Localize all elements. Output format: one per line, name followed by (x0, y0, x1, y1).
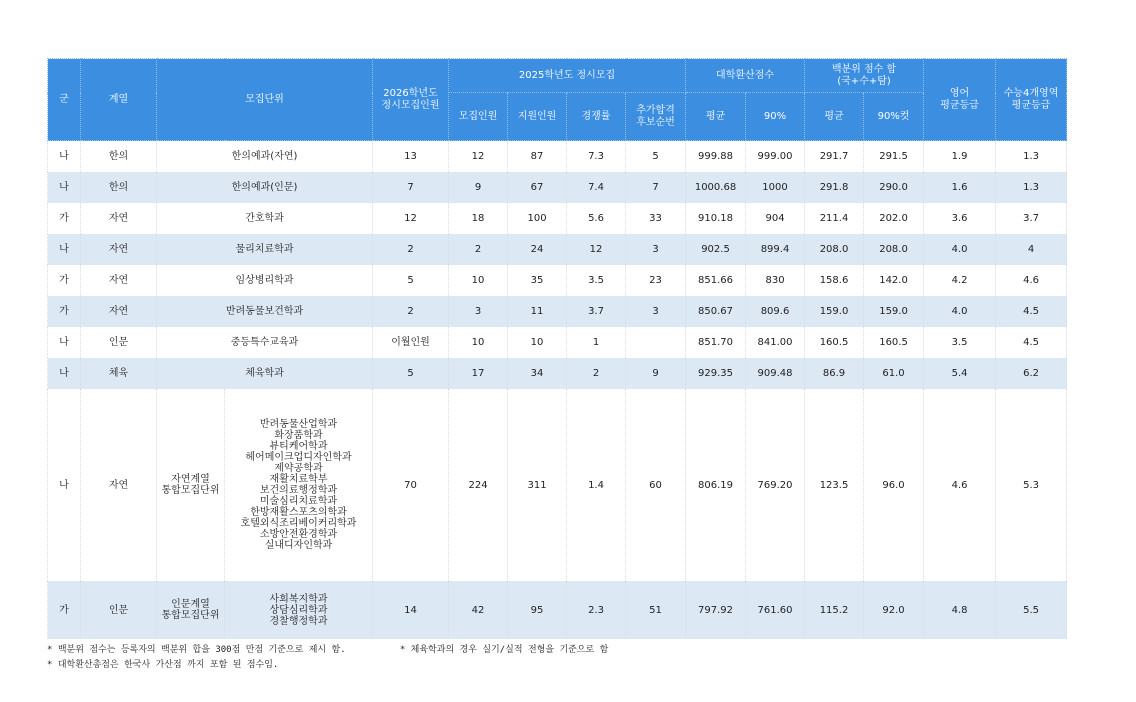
cell-applicants: 35 (508, 265, 567, 296)
cell-score-90: 761.60 (746, 581, 805, 639)
cell-unit: 임상병리학과 (157, 265, 373, 296)
table-row (48, 358, 1067, 389)
cell-pct-avg: 160.5 (805, 327, 864, 358)
cell-gyeyeol: 자연 (81, 389, 157, 581)
cell-pct-90cut: 208.0 (864, 234, 924, 265)
unit-item: 재활치료학부 (269, 474, 328, 485)
cell-gyeyeol: 인문 (81, 581, 157, 639)
unit-item: 소방안전환경학과 (259, 529, 338, 540)
cell-pct-avg: 211.4 (805, 203, 864, 234)
cell-score-avg: 851.70 (686, 327, 746, 358)
cell-score-avg: 929.35 (686, 358, 746, 389)
cell-pct-90cut: 159.0 (864, 296, 924, 327)
table-row (48, 203, 1067, 234)
cell-english: 4.8 (924, 581, 996, 639)
cell-recruit: 3 (449, 296, 508, 327)
cell-unit-list (225, 389, 373, 581)
unit-item: 경찰행정학과 (269, 615, 328, 627)
cell-gun: 나 (48, 327, 81, 358)
cell-2026: 2 (373, 234, 449, 265)
header-ratio: 경쟁률 (567, 93, 626, 141)
cell-suneung: 3.7 (996, 203, 1067, 234)
cell-ratio: 7.4 (567, 172, 626, 203)
table-row-group-humanities (48, 581, 1067, 639)
cell-gyeyeol: 체육 (81, 358, 157, 389)
cell-english: 3.6 (924, 203, 996, 234)
cell-gyeyeol: 자연 (81, 234, 157, 265)
cell-extra: 51 (626, 581, 686, 639)
cell-english: 5.4 (924, 358, 996, 389)
cell-unit: 체육학과 (157, 358, 373, 389)
unit-item: 제약공학과 (274, 463, 323, 474)
cell-english: 1.9 (924, 141, 996, 173)
table-row (48, 141, 1067, 173)
cell-applicants: 95 (508, 581, 567, 639)
cell-recruit: 12 (449, 141, 508, 173)
cell-pct-90cut: 142.0 (864, 265, 924, 296)
cell-pct-90cut: 96.0 (864, 389, 924, 581)
cell-english: 4.0 (924, 234, 996, 265)
header-applicants: 지원인원 (508, 93, 567, 141)
cell-suneung: 4 (996, 234, 1067, 265)
table-row (48, 172, 1067, 203)
cell-gun: 나 (48, 234, 81, 265)
cell-extra: 60 (626, 389, 686, 581)
unit-item: 화장품학과 (274, 430, 323, 441)
cell-pct-90cut: 92.0 (864, 581, 924, 639)
cell-unit: 한의예과(자연) (157, 141, 373, 173)
cell-ratio: 2.3 (567, 581, 626, 639)
cell-ratio: 3.5 (567, 265, 626, 296)
cell-applicants: 87 (508, 141, 567, 173)
header-2025: 2025학년도 정시모집 (449, 59, 686, 93)
unit-item: 미술심리치료학과 (259, 496, 338, 507)
unit-item: 실내디자인학과 (264, 540, 333, 551)
cell-recruit: 17 (449, 358, 508, 389)
cell-2026: 13 (373, 141, 449, 173)
cell-unit-list (225, 581, 373, 639)
cell-gun: 가 (48, 203, 81, 234)
cell-extra: 3 (626, 296, 686, 327)
unit-item: 뷰티케어학과 (269, 441, 328, 452)
cell-pct-avg: 208.0 (805, 234, 864, 265)
cell-score-avg: 797.92 (686, 581, 746, 639)
cell-gun: 나 (48, 358, 81, 389)
footnote-row (47, 658, 608, 673)
table-row (48, 234, 1067, 265)
cell-group-label: 인문계열 통합모집단위 (157, 581, 225, 639)
unit-item: 보건의료행정학과 (259, 485, 338, 496)
footnotes (47, 643, 608, 673)
cell-gun: 나 (48, 389, 81, 581)
cell-applicants: 100 (508, 203, 567, 234)
cell-ratio: 7.3 (567, 141, 626, 173)
cell-2026: 14 (373, 581, 449, 639)
cell-score-avg: 851.66 (686, 265, 746, 296)
cell-score-avg: 902.5 (686, 234, 746, 265)
cell-extra: 23 (626, 265, 686, 296)
cell-pct-avg: 86.9 (805, 358, 864, 389)
cell-recruit: 42 (449, 581, 508, 639)
cell-english: 1.6 (924, 172, 996, 203)
cell-pct-avg: 159.0 (805, 296, 864, 327)
header-suneung: 수능4개영역 평균등급 (996, 59, 1067, 141)
unit-item: 헤어메이크업디자인학과 (245, 452, 352, 463)
cell-score-90: 841.00 (746, 327, 805, 358)
cell-unit: 중등특수교육과 (157, 327, 373, 358)
header-recruit: 모집인원 (449, 93, 508, 141)
unit-item: 상담심리학과 (269, 604, 328, 616)
cell-suneung: 1.3 (996, 172, 1067, 203)
cell-pct-90cut: 160.5 (864, 327, 924, 358)
cell-extra: 33 (626, 203, 686, 234)
cell-group-label: 자연계열 통합모집단위 (157, 389, 225, 581)
cell-pct-90cut: 61.0 (864, 358, 924, 389)
cell-gyeyeol: 자연 (81, 203, 157, 234)
table-row (48, 265, 1067, 296)
header-unit: 모집단위 (157, 59, 373, 141)
unit-item: 호텔외식조리베이커리학과 (240, 518, 357, 529)
cell-english: 4.0 (924, 296, 996, 327)
cell-score-avg: 999.88 (686, 141, 746, 173)
cell-score-90: 830 (746, 265, 805, 296)
unit-item: 반려동물산업학과 (259, 419, 338, 430)
cell-2026: 5 (373, 358, 449, 389)
table-row (48, 296, 1067, 327)
cell-gyeyeol: 한의 (81, 141, 157, 173)
cell-pct-90cut: 202.0 (864, 203, 924, 234)
header-percentile-sum: 백분위 점수 합 (국+수+탐) (805, 59, 924, 93)
cell-applicants: 67 (508, 172, 567, 203)
cell-gyeyeol: 자연 (81, 296, 157, 327)
footnote-pe: * 체육학과의 경우 실기/실적 전형을 기준으로 함 (399, 645, 609, 655)
header-pct-avg: 평균 (805, 93, 864, 141)
cell-pct-avg: 158.6 (805, 265, 864, 296)
cell-ratio: 2 (567, 358, 626, 389)
cell-suneung: 4.5 (996, 327, 1067, 358)
cell-2026: 12 (373, 203, 449, 234)
cell-unit: 반려동물보건학과 (157, 296, 373, 327)
cell-gyeyeol: 한의 (81, 172, 157, 203)
cell-score-avg: 806.19 (686, 389, 746, 581)
cell-score-90: 769.20 (746, 389, 805, 581)
cell-score-avg: 1000.68 (686, 172, 746, 203)
cell-suneung: 6.2 (996, 358, 1067, 389)
cell-suneung: 4.6 (996, 265, 1067, 296)
cell-score-avg: 850.67 (686, 296, 746, 327)
cell-recruit: 18 (449, 203, 508, 234)
footnote-percentile: * 백분위 점수는 등록자의 백분위 합을 300점 만점 기준으로 제시 함. (47, 645, 346, 655)
table-row-group-natural (48, 389, 1067, 581)
cell-extra: 9 (626, 358, 686, 389)
cell-suneung: 5.3 (996, 389, 1067, 581)
cell-recruit: 224 (449, 389, 508, 581)
admission-results-table (47, 58, 1067, 639)
header-gun: 군 (48, 59, 81, 141)
cell-unit: 간호학과 (157, 203, 373, 234)
cell-suneung: 1.3 (996, 141, 1067, 173)
cell-applicants: 10 (508, 327, 567, 358)
cell-score-90: 909.48 (746, 358, 805, 389)
cell-applicants: 11 (508, 296, 567, 327)
cell-extra: 5 (626, 141, 686, 173)
cell-unit: 한의예과(인문) (157, 172, 373, 203)
cell-2026: 70 (373, 389, 449, 581)
cell-pct-avg: 123.5 (805, 389, 864, 581)
cell-extra: 7 (626, 172, 686, 203)
cell-ratio: 12 (567, 234, 626, 265)
cell-suneung: 4.5 (996, 296, 1067, 327)
cell-score-avg: 910.18 (686, 203, 746, 234)
cell-recruit: 9 (449, 172, 508, 203)
cell-score-90: 899.4 (746, 234, 805, 265)
unit-item: 사회복지학과 (269, 593, 328, 605)
cell-gun: 가 (48, 296, 81, 327)
cell-score-90: 904 (746, 203, 805, 234)
cell-suneung: 5.5 (996, 581, 1067, 639)
cell-pct-avg: 291.7 (805, 141, 864, 173)
cell-score-90: 1000 (746, 172, 805, 203)
cell-2026: 7 (373, 172, 449, 203)
cell-extra (626, 327, 686, 358)
header-score: 대학환산점수 (686, 59, 805, 93)
header-pct-90cut: 90%컷 (864, 93, 924, 141)
cell-gun: 나 (48, 172, 81, 203)
cell-recruit: 10 (449, 265, 508, 296)
unit-item: 한방재활스포츠의학과 (250, 507, 347, 518)
cell-gun: 가 (48, 581, 81, 639)
header-extra: 추가합격 후보순번 (626, 93, 686, 141)
header-score-90: 90% (746, 93, 805, 141)
cell-2026: 5 (373, 265, 449, 296)
cell-applicants: 34 (508, 358, 567, 389)
cell-applicants: 311 (508, 389, 567, 581)
header-2026: 2026학년도 정시모집인원 (373, 59, 449, 141)
cell-recruit: 10 (449, 327, 508, 358)
cell-recruit: 2 (449, 234, 508, 265)
cell-gun: 나 (48, 141, 81, 173)
cell-ratio: 1.4 (567, 389, 626, 581)
cell-english: 4.2 (924, 265, 996, 296)
cell-ratio: 5.6 (567, 203, 626, 234)
cell-gun: 가 (48, 265, 81, 296)
footnote-total-score: * 대학환산총점은 한국사 가산점 까지 포함 된 점수임. (47, 660, 279, 670)
cell-unit: 물리치료학과 (157, 234, 373, 265)
footnote-row (47, 643, 608, 658)
cell-pct-avg: 291.8 (805, 172, 864, 203)
cell-ratio: 1 (567, 327, 626, 358)
cell-ratio: 3.7 (567, 296, 626, 327)
cell-applicants: 24 (508, 234, 567, 265)
header-english: 영어 평균등급 (924, 59, 996, 141)
cell-pct-90cut: 290.0 (864, 172, 924, 203)
cell-2026: 2 (373, 296, 449, 327)
cell-2026: 이월인원 (373, 327, 449, 358)
cell-gyeyeol: 인문 (81, 327, 157, 358)
header-score-avg: 평균 (686, 93, 746, 141)
cell-english: 3.5 (924, 327, 996, 358)
cell-score-90: 999.00 (746, 141, 805, 173)
cell-pct-90cut: 291.5 (864, 141, 924, 173)
cell-pct-avg: 115.2 (805, 581, 864, 639)
cell-extra: 3 (626, 234, 686, 265)
cell-english: 4.6 (924, 389, 996, 581)
header-gyeyeol: 계열 (81, 59, 157, 141)
cell-score-90: 809.6 (746, 296, 805, 327)
cell-gyeyeol: 자연 (81, 265, 157, 296)
table-row (48, 327, 1067, 358)
